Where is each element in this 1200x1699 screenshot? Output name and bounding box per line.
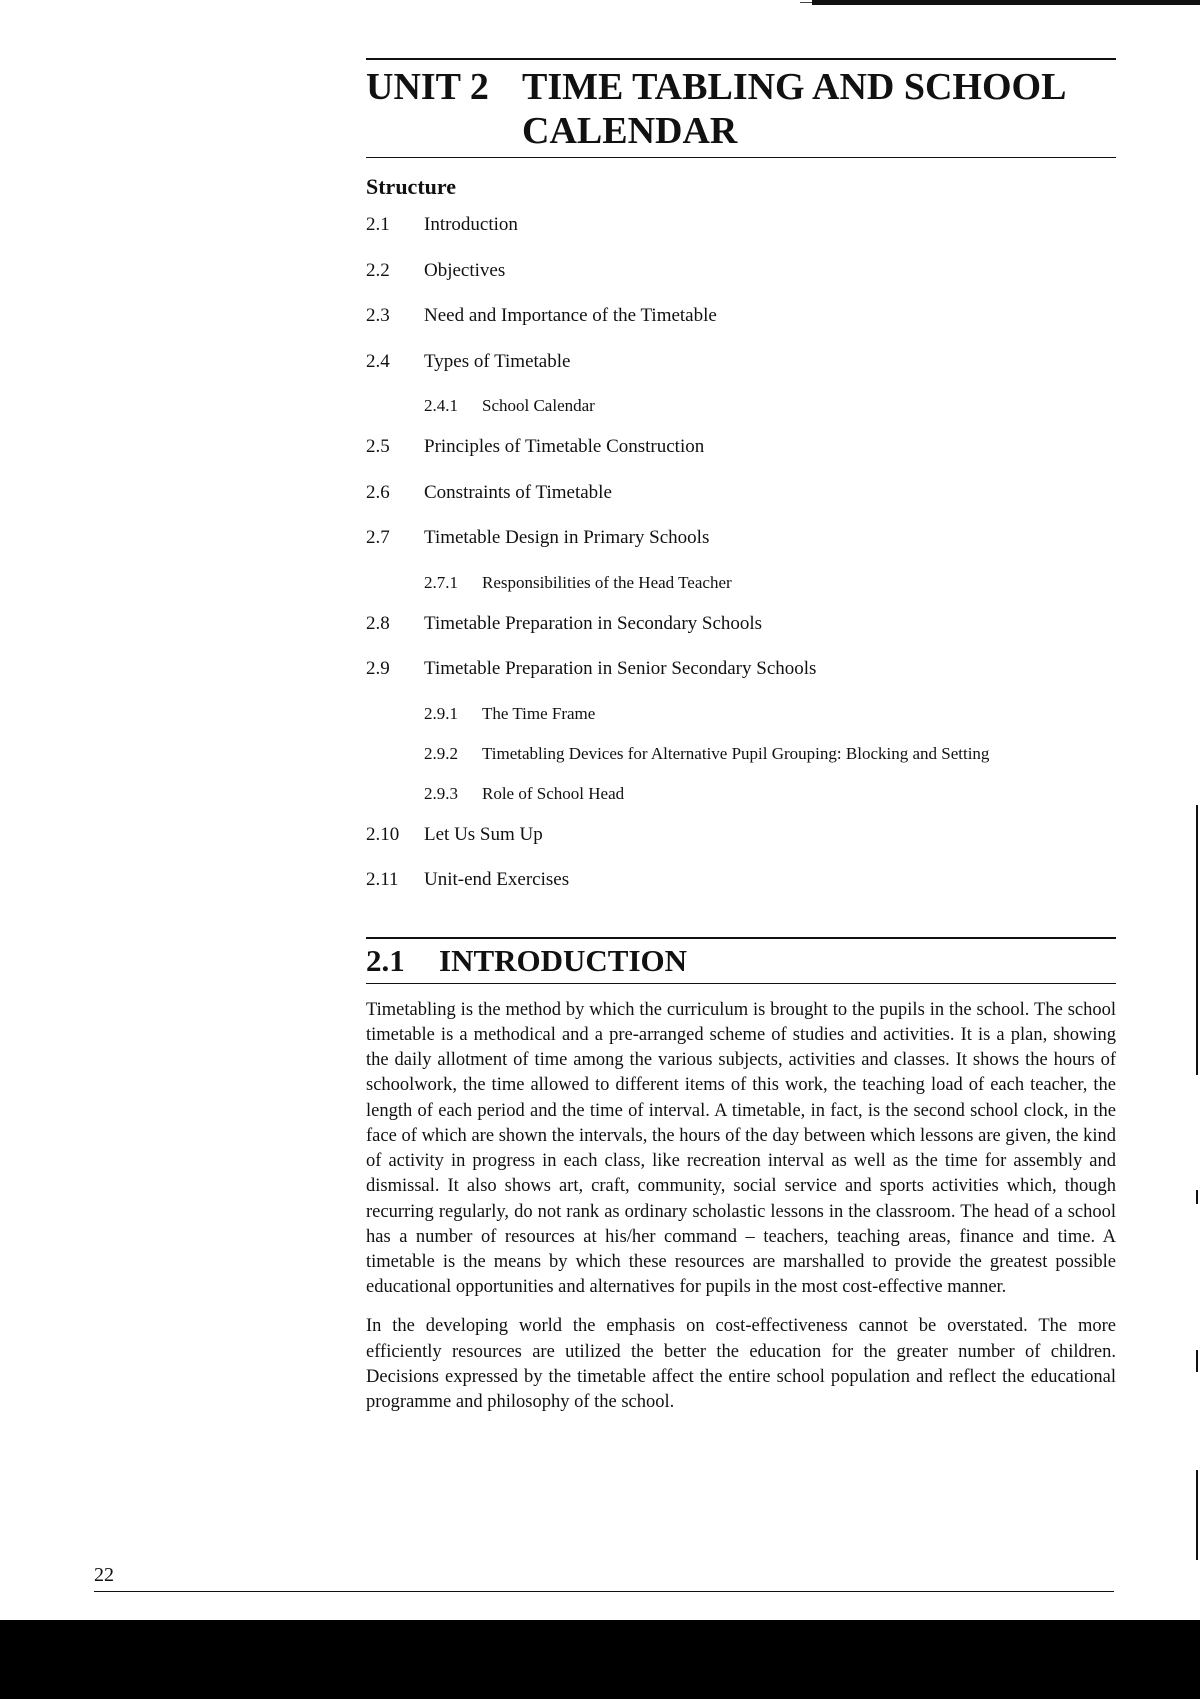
- toc-number: 2.3: [366, 305, 390, 327]
- toc-label: Timetable Preparation in Secondary Schools: [424, 612, 763, 634]
- scan-margin-mark: [1196, 805, 1198, 1075]
- toc-number: 2.5: [366, 436, 390, 458]
- toc-item: [366, 658, 1116, 704]
- footer-rule: [94, 1591, 1114, 1592]
- section-bottom-rule: [366, 983, 1116, 984]
- page-content: [366, 58, 1116, 1415]
- body-paragraph: In the developing world the emphasis on cost-effectiveness cannot be overstated. The more efficiently resources are utilized the better the education for the greater number of children. Decisions expressed by the timetable affect the entire school population and reflect the educational programme and philosophy of the school.: [366, 1316, 1116, 1412]
- body-paragraph: Timetabling is the method by which the curriculum is brought to the pupils in the school. The school timetable is a methodical and a pre-arranged scheme of studies and activities. It is a plan, showing the daily allotment of time among the various subjects, activities and classes. It shows the hours of schoolwork, the time allowed to different items of this work, the teaching load of each teacher, the length of each period and the time of interval. A timetable, in fact, is the second school clock, in the face of which are shown the intervals, the hours of the day between which lessons are given, the kind of activity in progress in each class, like recreation interval as well as the time for assembly and dismissal. It also shows art, craft, community, social service and sports activities which, though recurring regularly, do not rank as ordinary scholastic lessons in the classroom. The head of a school has a number of resources at his/her command – teachers, teaching areas, finance and time. A timetable is the means by which these resources are marshalled to provide the greatest possible educational opportunities and alternatives for pupils in the most cost-effective manner.: [366, 999, 1116, 1298]
- top-scan-rule: [812, 0, 1200, 5]
- toc-number: 2.9.1: [424, 703, 458, 723]
- toc-label: Let Us Sum Up: [424, 823, 543, 845]
- toc-label: School Calendar: [482, 396, 595, 416]
- toc-label: Objectives: [424, 259, 506, 281]
- toc-label: Timetabling Devices for Alternative Pupil Grouping: Blocking and Setting: [482, 743, 990, 763]
- toc-number: 2.2: [366, 259, 390, 281]
- toc-label: Unit-end Exercises: [424, 869, 570, 891]
- toc-label: Types of Timetable: [424, 350, 571, 372]
- toc-item: [366, 260, 1116, 306]
- unit-heading: [366, 60, 1116, 157]
- toc-item: [366, 824, 1116, 870]
- page-number: 22: [94, 1564, 114, 1586]
- toc-subitem: [424, 396, 1116, 436]
- toc-label: Introduction: [424, 214, 518, 236]
- toc-subitem: [424, 704, 1116, 744]
- unit-number: UNIT 2: [366, 66, 489, 108]
- scan-margin-mark: [1196, 1190, 1198, 1204]
- scan-footer-band: [0, 1620, 1200, 1699]
- toc-item: [366, 305, 1116, 351]
- toc-item: [366, 351, 1116, 397]
- toc-number: 2.9: [366, 658, 390, 680]
- toc-subitem: [424, 744, 1116, 784]
- toc-label: Principles of Timetable Construction: [424, 436, 705, 458]
- section-title: INTRODUCTION: [439, 942, 688, 978]
- toc-label: Role of School Head: [482, 783, 625, 803]
- section-heading: [366, 939, 1116, 983]
- toc-item: [366, 436, 1116, 482]
- toc-label: Responsibilities of the Head Teacher: [482, 572, 732, 592]
- toc-subitem: [424, 784, 1116, 824]
- toc-item: [366, 214, 1116, 260]
- toc-item: [366, 482, 1116, 528]
- top-scan-rule-thin: [800, 2, 812, 3]
- unit-title: TIME TABLING AND SCHOOL CALENDAR: [522, 66, 1065, 152]
- toc-label: Need and Importance of the Timetable: [424, 305, 717, 327]
- toc-item: [366, 613, 1116, 659]
- toc-number: 2.11: [366, 869, 399, 891]
- toc-number: 2.1: [366, 214, 390, 236]
- toc-label: The Time Frame: [482, 703, 596, 723]
- toc-label: Timetable Preparation in Senior Secondary Schools: [424, 658, 817, 680]
- toc-number: 2.7.1: [424, 572, 458, 592]
- toc-number: 2.8: [366, 612, 390, 634]
- toc-number: 2.6: [366, 481, 390, 503]
- toc-item: [366, 527, 1116, 573]
- toc-label: Timetable Design in Primary Schools: [424, 527, 710, 549]
- toc-number: 2.9.2: [424, 743, 458, 763]
- toc-number: 2.10: [366, 823, 400, 845]
- toc-item: [366, 869, 1116, 915]
- toc-number: 2.7: [366, 527, 390, 549]
- section-heading-block: [366, 937, 1116, 984]
- structure-heading: Structure: [366, 174, 457, 200]
- toc-number: 2.9.3: [424, 783, 458, 803]
- toc-label: Constraints of Timetable: [424, 481, 612, 503]
- unit-bottom-rule: [366, 157, 1116, 158]
- scan-margin-mark: [1196, 1350, 1198, 1372]
- toc-subitem: [424, 573, 1116, 613]
- toc-number: 2.4.1: [424, 396, 458, 416]
- section-number: 2.1: [366, 942, 405, 978]
- structure-list: [366, 214, 1116, 915]
- toc-number: 2.4: [366, 350, 390, 372]
- scan-margin-mark: [1196, 1470, 1198, 1560]
